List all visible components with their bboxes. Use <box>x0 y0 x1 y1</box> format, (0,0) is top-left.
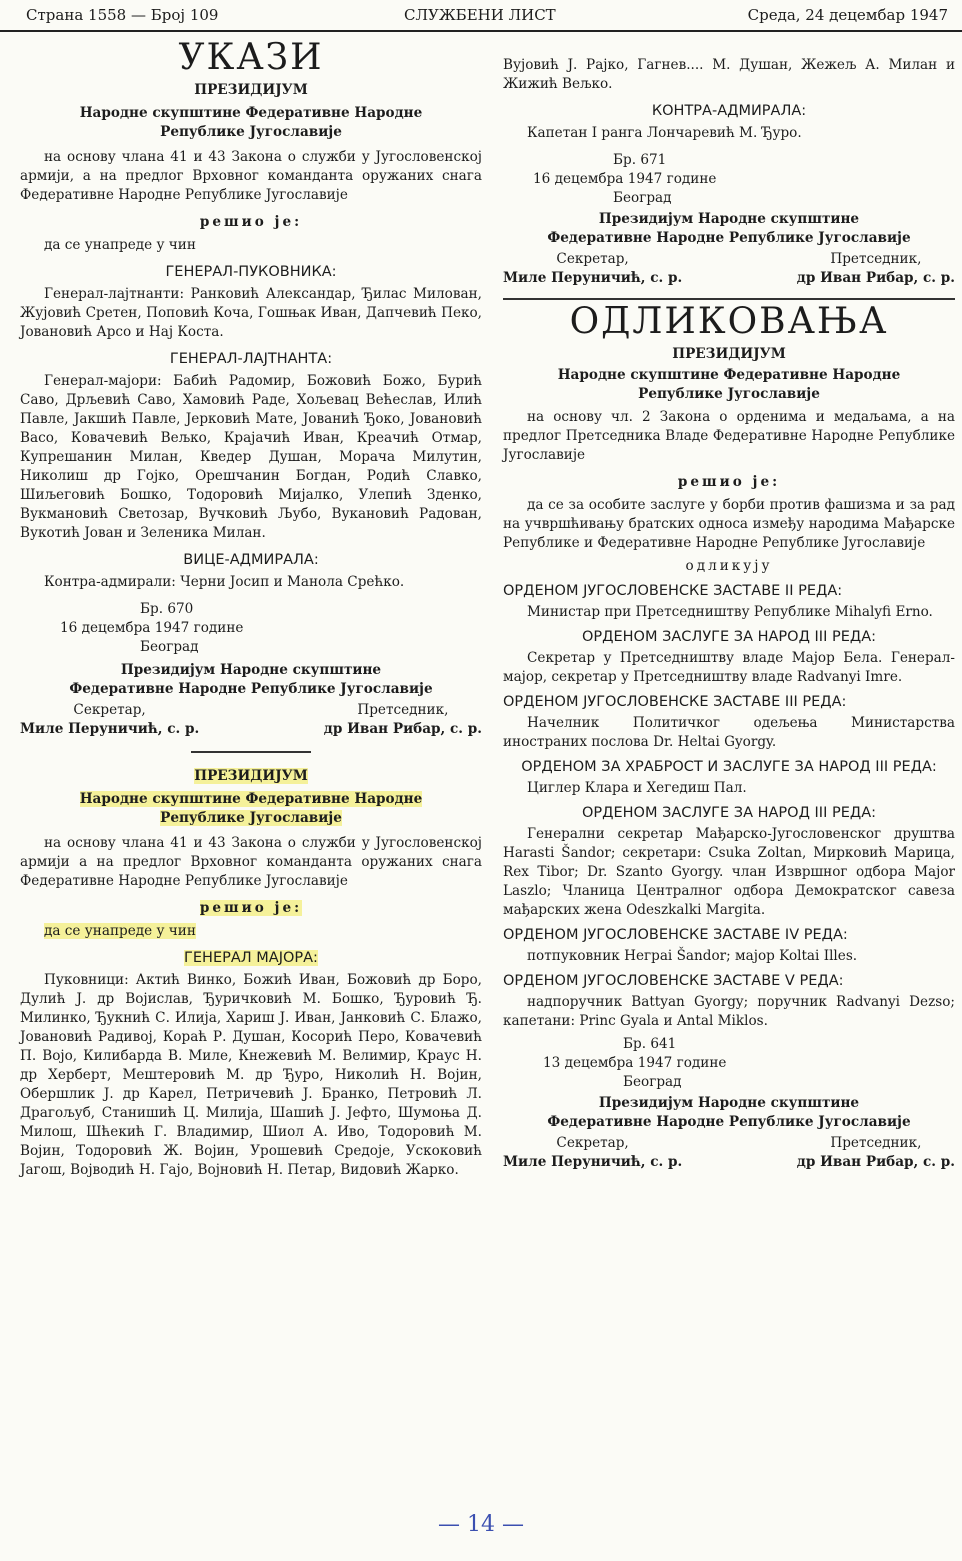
secretary-block <box>20 701 199 739</box>
presidium-title-2: ПРЕЗИДИЈУМ <box>194 768 308 784</box>
order-4-text: Циглер Клара и Хегедиш Пал. <box>527 780 747 796</box>
gp-title: ГЕНЕРАЛ-ПУКОВНИКА: <box>165 264 337 280</box>
page-header <box>0 0 962 32</box>
president-label-r: Претседник, <box>830 251 922 267</box>
signature-line-1: Президијум Народне скупштине <box>120 662 382 678</box>
resolved-label-2: решио је: <box>199 900 303 916</box>
signatures <box>20 701 482 739</box>
secretary-label-r2: Секретар, <box>556 1135 629 1151</box>
decree-date-r2: 13 децембра 1947 године <box>543 1055 727 1071</box>
decree-city-r2: Београд <box>623 1074 682 1090</box>
president-label-r2: Претседник, <box>830 1135 922 1151</box>
gm-list: Пуковници: Актић Винко, Божић Иван, Божовић др Боро, Дулић Ј. др Војислав, Ђуричковић М. Бошко, Ђуровић Ђ. Милинко, Ђукнић С. Илија, Хариш Ј. Иван, Јанковић С. Блажо, Јовановић Радивој, Кораћ Р. Душан, Косорић Перо, Ковачевић П. Војо, Килибарда В. Миле, Кнежевић М. Велимир, Краус Н. др Херберт, Мештеровић М. др Ђуро, Николић Н. Војин, Обершлик Ј. др Карел, Петричевић Ј. Бранко, Петровић Л. Драгољуб, Станишић Ц. Милија, Шашић Ј. Јефто, Шумоња Д. Милош, Шћекић Г. Владимир, Шиол А. Иво, Тодоровић М. Војин, Тодоровић Ж. Војин, Урошевић Средоје, Ускоковић Јагош, Војводић Н. Гајо, Војновић Н. Петар, Видовић Жарко. <box>20 972 482 1178</box>
president-name-r2: др Иван Рибар, с. р. <box>796 1154 955 1170</box>
resolved-label: решио је: <box>199 214 303 230</box>
order-3-title: ОРДЕНОМ ЈУГОСЛОВЕНСКЕ ЗАСТАВЕ III РЕДА: <box>503 694 847 710</box>
resolved-label-r: решио је: <box>677 474 781 490</box>
gm-title: ГЕНЕРАЛ МАЈОРА: <box>184 950 318 966</box>
assembly-name-2: Народне скупштине Федеративне Народне Републике Југославије <box>79 791 423 826</box>
left-column <box>20 38 482 1180</box>
va-list: Контра-адмирали: Черни Јосип и Манола Срећко. <box>44 574 405 590</box>
header-date: Среда, 24 децембар 1947 <box>747 6 948 24</box>
assembly-name-r: Народне скупштине Федеративне Народне Републике Југославије <box>557 367 901 402</box>
order-1-title: ОРДЕНОМ ЈУГОСЛОВЕНСКЕ ЗАСТАВЕ II РЕДА: <box>503 583 843 599</box>
decree-city-r: Београд <box>613 190 672 206</box>
va-title: ВИЦЕ-АДМИРАЛА: <box>183 552 319 568</box>
order-4-title: ОРДЕНОМ ЗА ХРАБРОСТ И ЗАСЛУГЕ ЗА НАРОД III РЕДА: <box>521 759 937 775</box>
secretary-name: Миле Перуничић, с. р. <box>20 721 200 737</box>
order-7-title: ОРДЕНОМ ЈУГОСЛОВЕНСКЕ ЗАСТАВЕ V РЕДА: <box>503 973 844 989</box>
order-6-title: ОРДЕНОМ ЈУГОСЛОВЕНСКЕ ЗАСТАВЕ IV РЕДА: <box>503 927 848 943</box>
president-label: Претседник, <box>357 702 449 718</box>
right-divider <box>503 298 955 300</box>
gp-list: Генерал-лајтнанти: Ранковић Александар, Ђилас Милован, Жујовић Сретен, Поповић Коча, Гошњак Иван, Дапчевић Пеко, Јовановић Арсо и Нај Коста. <box>20 286 482 340</box>
signature-line-1-r2: Президијум Народне скупштине <box>598 1095 860 1111</box>
decree-date: 16 децембра 1947 године <box>60 620 244 636</box>
decree-city: Београд <box>140 639 199 655</box>
award-intro: на основу чл. 2 Закона о орденима и медаљама, а на предлог Претседника Владе Федеративне Народне Републике Југославије <box>503 409 955 463</box>
secretary-block-r <box>503 250 682 288</box>
order-5-title: ОРДЕНОМ ЗАСЛУГЕ ЗА НАРОД III РЕДА: <box>582 805 876 821</box>
decree-number-r2: Бр. 641 <box>623 1036 677 1052</box>
president-block <box>324 701 482 739</box>
header-publication: СЛУЖБЕНИ ЛИСТ <box>404 6 556 24</box>
decree-intro: на основу члана 41 и 43 Закона о служби у Југословенској армији, а на предлог Врховног команданта оружаних снага Федеративне Народне Републике Југославије <box>20 149 482 203</box>
signature-line-2-r2: Федеративне Народне Републике Југославије <box>547 1114 911 1130</box>
president-name-r: др Иван Рибар, с. р. <box>796 270 955 286</box>
gl-title: ГЕНЕРАЛ-ЛАЈТНАНТА: <box>169 351 333 367</box>
promote-text-2: да се унапреде у чин <box>44 923 196 939</box>
president-block-r2 <box>797 1134 955 1172</box>
secretary-name-r2: Миле Перуничић, с. р. <box>503 1154 683 1170</box>
awards-label: одликују <box>685 558 773 574</box>
secretary-label: Секретар, <box>73 702 146 718</box>
signatures-r <box>503 250 955 288</box>
header-page-number: Страна 1558 — Број 109 <box>26 6 219 24</box>
president-name: др Иван Рибар, с. р. <box>323 721 482 737</box>
promote-text: да се унапреде у чин <box>44 237 196 253</box>
signature-line-1-r: Президијум Народне скупштине <box>598 211 860 227</box>
odlikovanja-heading: ОДЛИКОВАЊА <box>569 301 889 342</box>
secretary-block-r2 <box>503 1134 682 1172</box>
order-3-text: Начелник Политичког одељења Министарства иностраних послова Dr. Heltai Gyorgy. <box>503 715 955 750</box>
order-2-title: ОРДЕНОМ ЗАСЛУГЕ ЗА НАРОД III РЕДА: <box>582 629 876 645</box>
signature-line-2: Федеративне Народне Републике Југославије <box>69 681 433 697</box>
presidium-title-r: ПРЕЗИДИЈУМ <box>672 346 786 362</box>
secretary-label-r: Секретар, <box>556 251 629 267</box>
order-1-text: Министар при Претседништву Републике Mihalyfi Erno. <box>527 604 933 620</box>
ka-list: Капетан I ранга Лончаревић М. Ђуро. <box>527 125 802 141</box>
merit-text: да се за особите заслуге у борби против фашизма и за рад на учвршћивању братских односа између народима Мађарске Републике и Федеративне Народне Републике Југославије <box>503 497 955 551</box>
continued-names: Вујовић Ј. Рајко, Гагнев.... М. Душан, Жежељ А. Милан и Жижић Вељко. <box>503 57 955 92</box>
assembly-name: Народне скупштине Федеративне Народне Републике Југославије <box>79 105 423 140</box>
gl-list: Генерал-мајори: Бабић Радомир, Божовић Божо, Бурић Саво, Дрљевић Саво, Хамовић Раде, Хољевац Већеслав, Илић Павле, Јакшић Павле, Јерковић Мате, Јованић Ђоко, Јовановић Васо, Ковачевић Вељко, Крајачић Иван, Креачић Отмар, Купрешанин Милан, Кведер Душан, Морача Милутин, Николиш др Гојко, Орешчанин Богдан, Родић Славко, Шиљеговић Бошко, Тодоровић Мијалко, Улепић Зденко, Вукмановић Светозар, Вучковић Љубо, Вукановић Радован, Вукотић Јован и Зеленика Милан. <box>20 373 482 541</box>
order-7-text: надпоручник Battyan Gyorgy; поручник Radvanyi Dezso; капетани: Princ Gyala и Antal Miklos. <box>503 994 955 1029</box>
handwritten-page-number: — 14 — <box>438 1512 524 1537</box>
decree-date-r: 16 децембра 1947 године <box>533 171 717 187</box>
order-2-text: Секретар у Претседништву владе Мајор Бела. Генерал-мајор, секретар у Претседништву владе Radvanyi Imre. <box>503 650 955 685</box>
president-block-r <box>797 250 955 288</box>
ka-title: КОНТРА-АДМИРАЛА: <box>651 103 807 119</box>
ukazi-heading: УКАЗИ <box>178 37 324 78</box>
decree-intro-2: на основу члана 41 и 43 Закона о служби у Југословенској армији а на предлог Врховног команданта оружаних снага Федеративне Народне Републике Југославије <box>20 835 482 889</box>
order-5-text: Генерални секретар Мађарско-Југословенског друштва Harasti Šandor; секретари: Csuka Zoltan, Мирковић Марица, Rex Tibor; Dr. Szanto Gyorgy. члан Извршног одбора Major Laszlo; Чланица Централног одбора Демократског савеза мађарских жена Odeszkalki Margita. <box>503 826 955 918</box>
decree-number: Бр. 670 <box>140 601 194 617</box>
decree-number-r: Бр. 671 <box>613 152 667 168</box>
section-divider <box>191 751 311 753</box>
presidium-title: ПРЕЗИДИЈУМ <box>194 82 308 98</box>
secretary-name-r: Миле Перуничић, с. р. <box>503 270 683 286</box>
order-6-text: потпуковник Неграi Šandor; мајор Koltai Illes. <box>527 948 858 964</box>
right-column <box>503 56 955 1172</box>
signature-line-2-r: Федеративне Народне Републике Југославије <box>547 230 911 246</box>
signatures-r2 <box>503 1134 955 1172</box>
